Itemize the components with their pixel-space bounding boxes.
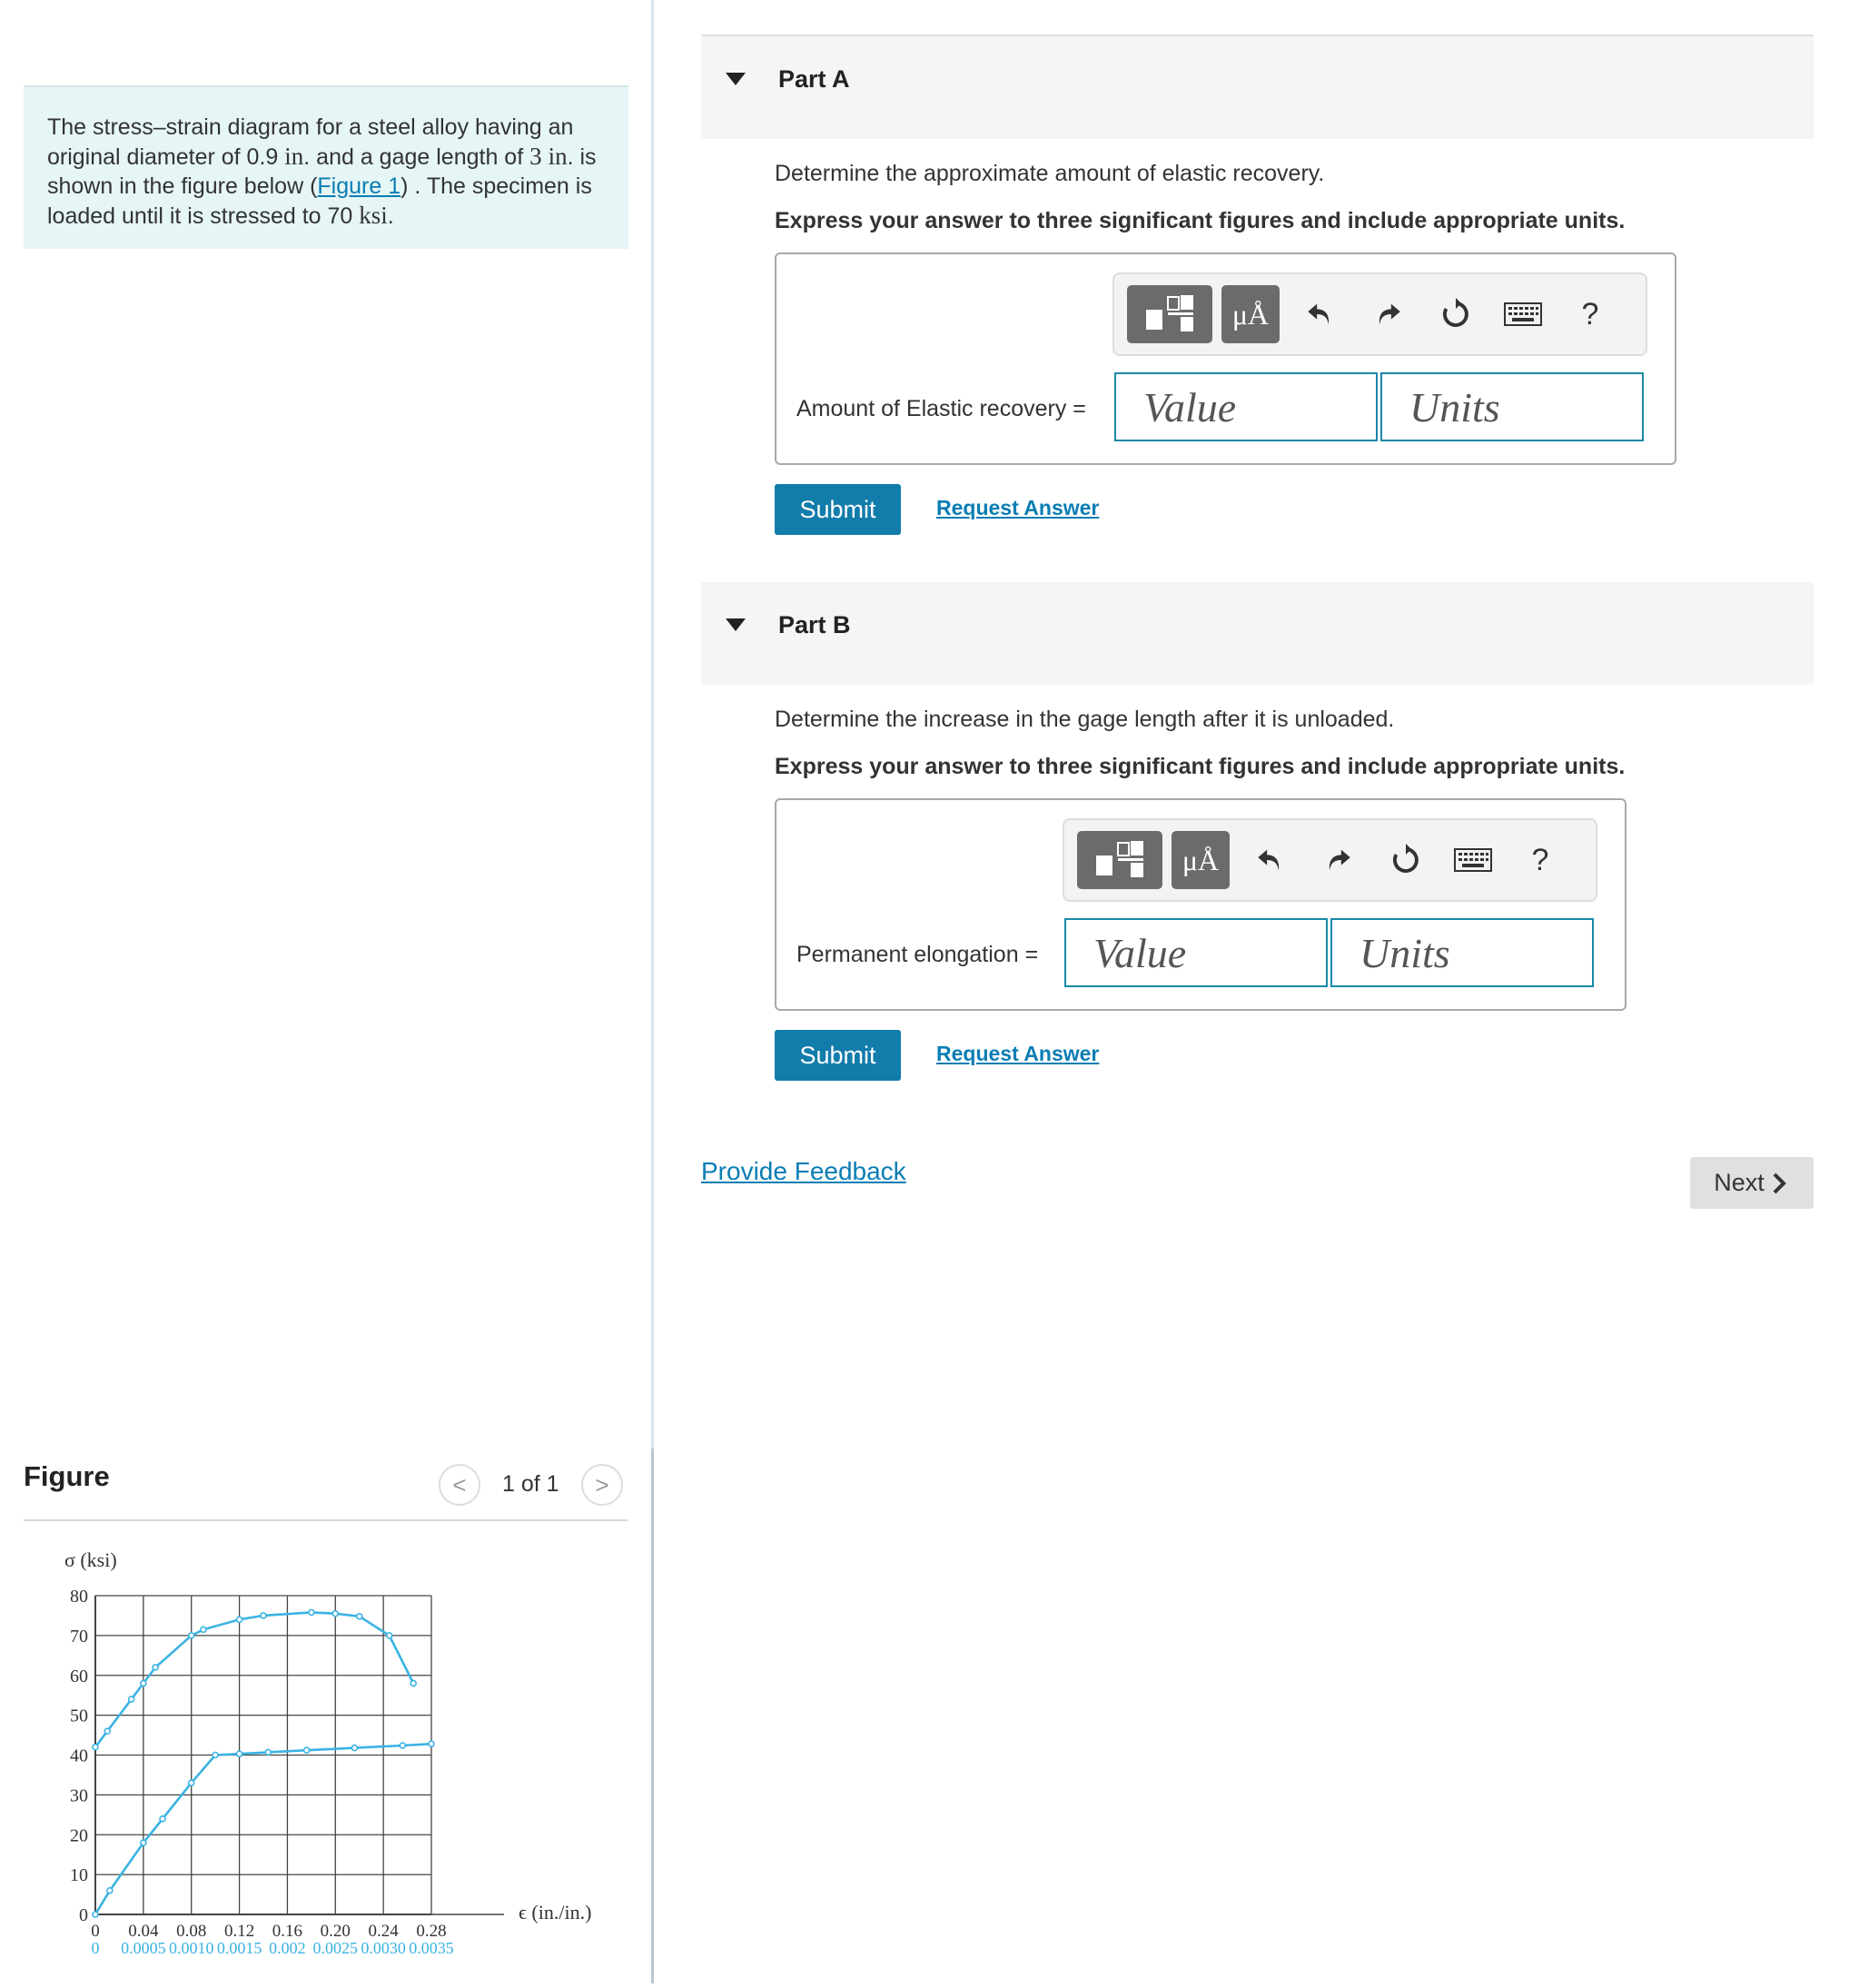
figure-title: Figure <box>24 1460 110 1492</box>
y-tick-label: 30 <box>70 1785 88 1806</box>
x-axis-label: ϵ (in./in.) <box>519 1901 592 1924</box>
data-point <box>153 1665 158 1670</box>
x-tick-label-bottom: 0.0030 <box>361 1939 406 1957</box>
data-point <box>332 1611 338 1617</box>
part-b-toolbar <box>1063 818 1597 902</box>
part-b-value-input[interactable] <box>1064 918 1328 987</box>
data-point <box>107 1888 113 1894</box>
redo-button[interactable] <box>1313 835 1364 885</box>
y-axis-label: σ (ksi) <box>64 1548 117 1571</box>
figure-page-count: 1 of 1 <box>502 1471 559 1497</box>
part-a-title: Part A <box>778 65 850 93</box>
x-tick-label-bottom: 0.002 <box>269 1939 306 1957</box>
part-a-answer-label: Amount of Elastic recovery = <box>796 396 1086 421</box>
data-point <box>93 1745 98 1750</box>
undo-icon <box>1254 845 1285 875</box>
y-tick-label: 60 <box>70 1666 88 1686</box>
panel-resize-handle[interactable] <box>651 1449 654 1983</box>
part-a-units-input[interactable] <box>1380 372 1644 441</box>
redo-button[interactable] <box>1363 289 1414 340</box>
undo-button[interactable] <box>1244 835 1295 885</box>
data-point <box>160 1816 165 1822</box>
unit-in: in <box>548 143 568 170</box>
data-point <box>304 1747 310 1753</box>
y-tick-label: 0 <box>79 1905 88 1925</box>
reset-button[interactable] <box>1430 289 1481 340</box>
x-tick-label-bottom: 0.0005 <box>121 1939 166 1957</box>
templates-icon <box>1141 292 1199 337</box>
problem-statement: The stress–strain diagram for a steel alloy having an original diameter of 0.9 in. and a gage length of 3 in. is shown in the figure below (Figure 1) . The specimen is loaded until it is stressed to 70 ksi. <box>24 85 628 249</box>
keyboard-button[interactable] <box>1448 835 1498 885</box>
part-b-answer-box <box>775 798 1627 1011</box>
x-tick-label-top: 0.16 <box>272 1922 303 1941</box>
gage-value: 3 <box>529 143 542 170</box>
data-point <box>400 1743 405 1748</box>
data-point <box>309 1609 314 1615</box>
templates-button[interactable] <box>1077 831 1162 889</box>
redo-icon <box>1373 299 1404 330</box>
x-tick-label-top: 0.12 <box>223 1922 255 1941</box>
caret-down-icon <box>726 73 746 85</box>
prev-figure-button[interactable] <box>439 1464 480 1506</box>
x-tick-label-bottom: 0.0010 <box>168 1939 214 1957</box>
x-tick-label-top: 0.28 <box>416 1922 447 1941</box>
units-button[interactable] <box>1172 831 1230 889</box>
units-icon: μÅ <box>1231 297 1270 331</box>
y-tick-label: 50 <box>70 1706 88 1726</box>
next-label: Next <box>1714 1169 1765 1196</box>
curve-series-2 <box>95 1744 431 1914</box>
y-tick-label: 80 <box>70 1587 88 1607</box>
data-point <box>141 1840 146 1845</box>
y-tick-label: 20 <box>70 1825 88 1846</box>
data-point <box>265 1749 271 1755</box>
part-a-answer-box <box>775 252 1676 465</box>
data-point <box>104 1728 110 1734</box>
data-point <box>237 1617 242 1622</box>
x-tick-label-bottom: 0 <box>91 1939 100 1957</box>
part-b-units-input[interactable] <box>1330 918 1594 987</box>
part-a-request-answer-link[interactable]: Request Answer <box>936 496 1100 519</box>
part-b-answer-label: Permanent elongation = <box>796 942 1039 967</box>
redo-icon <box>1323 845 1354 875</box>
part-a-instruction: Express your answer to three significant figures and include appropriate units. <box>775 208 1626 233</box>
stress-strain-chart <box>24 1535 628 1983</box>
help-icon: ? <box>1581 296 1599 331</box>
part-b-question: Determine the increase in the gage length after it is unloaded. <box>775 707 1395 732</box>
keyboard-icon <box>1504 302 1542 326</box>
x-tick-label-top: 0.20 <box>320 1922 351 1941</box>
part-b-request-answer-link[interactable]: Request Answer <box>936 1042 1100 1065</box>
next-button[interactable] <box>1690 1157 1814 1209</box>
provide-feedback-link[interactable]: Provide Feedback <box>701 1157 906 1185</box>
chevron-right-icon <box>1770 1172 1790 1195</box>
data-point <box>261 1613 266 1618</box>
data-point <box>189 1780 194 1785</box>
y-tick-label: 10 <box>70 1865 88 1886</box>
units-button[interactable] <box>1221 285 1280 343</box>
y-tick-label: 70 <box>70 1626 88 1647</box>
x-tick-label-top: 0.04 <box>128 1922 159 1941</box>
y-tick-label: 40 <box>70 1746 88 1766</box>
data-point <box>357 1614 362 1619</box>
data-point <box>129 1696 134 1702</box>
part-a-question: Determine the approximate amount of elastic recovery. <box>775 161 1325 186</box>
x-tick-label-top: 0.24 <box>368 1922 399 1941</box>
data-point <box>429 1741 434 1746</box>
data-point <box>189 1633 194 1638</box>
chevron-left-icon: < <box>452 1470 467 1498</box>
x-tick-label-bottom: 0.0035 <box>409 1939 454 1957</box>
next-figure-button[interactable] <box>581 1464 623 1506</box>
reset-icon <box>1439 298 1472 331</box>
figure-divider <box>24 1519 628 1521</box>
data-point <box>351 1746 357 1751</box>
figure-link[interactable]: Figure 1 <box>317 173 401 199</box>
undo-button[interactable] <box>1294 289 1345 340</box>
part-a-value-input[interactable] <box>1114 372 1378 441</box>
help-icon: ? <box>1531 842 1549 877</box>
data-point <box>410 1681 416 1686</box>
part-b-instruction: Express your answer to three significant figures and include appropriate units. <box>775 754 1626 779</box>
x-tick-label-bottom: 0.0015 <box>216 1939 262 1957</box>
keyboard-icon <box>1454 848 1492 872</box>
part-b-header[interactable] <box>701 582 1814 685</box>
templates-button[interactable] <box>1127 285 1212 343</box>
x-tick-label-top: 0.08 <box>176 1922 207 1941</box>
data-point <box>387 1633 392 1638</box>
keyboard-button[interactable] <box>1498 289 1548 340</box>
chevron-right-icon: > <box>595 1470 609 1498</box>
caret-down-icon <box>726 618 746 631</box>
part-a-submit-button[interactable]: Submit <box>775 484 901 535</box>
reset-icon <box>1389 844 1422 876</box>
help-button[interactable] <box>1565 289 1616 340</box>
x-tick-label-bottom: 0.0025 <box>312 1939 359 1957</box>
part-b-submit-button[interactable]: Submit <box>775 1030 901 1081</box>
part-a-header[interactable] <box>701 36 1814 139</box>
help-button[interactable] <box>1515 835 1566 885</box>
templates-icon <box>1091 837 1149 883</box>
reset-button[interactable] <box>1380 835 1431 885</box>
data-point <box>237 1751 242 1756</box>
undo-icon <box>1304 299 1335 330</box>
units-icon: μÅ <box>1182 843 1220 876</box>
part-a-toolbar <box>1112 272 1647 356</box>
data-point <box>93 1912 98 1917</box>
x-tick-label-top: 0 <box>91 1922 100 1941</box>
part-b-title: Part B <box>778 611 851 638</box>
chart-svg <box>24 1535 628 1983</box>
unit-in: in <box>284 143 304 170</box>
data-point <box>201 1627 206 1632</box>
data-point <box>213 1753 218 1758</box>
unit-ksi: ksi <box>359 202 388 229</box>
data-point <box>141 1681 146 1686</box>
